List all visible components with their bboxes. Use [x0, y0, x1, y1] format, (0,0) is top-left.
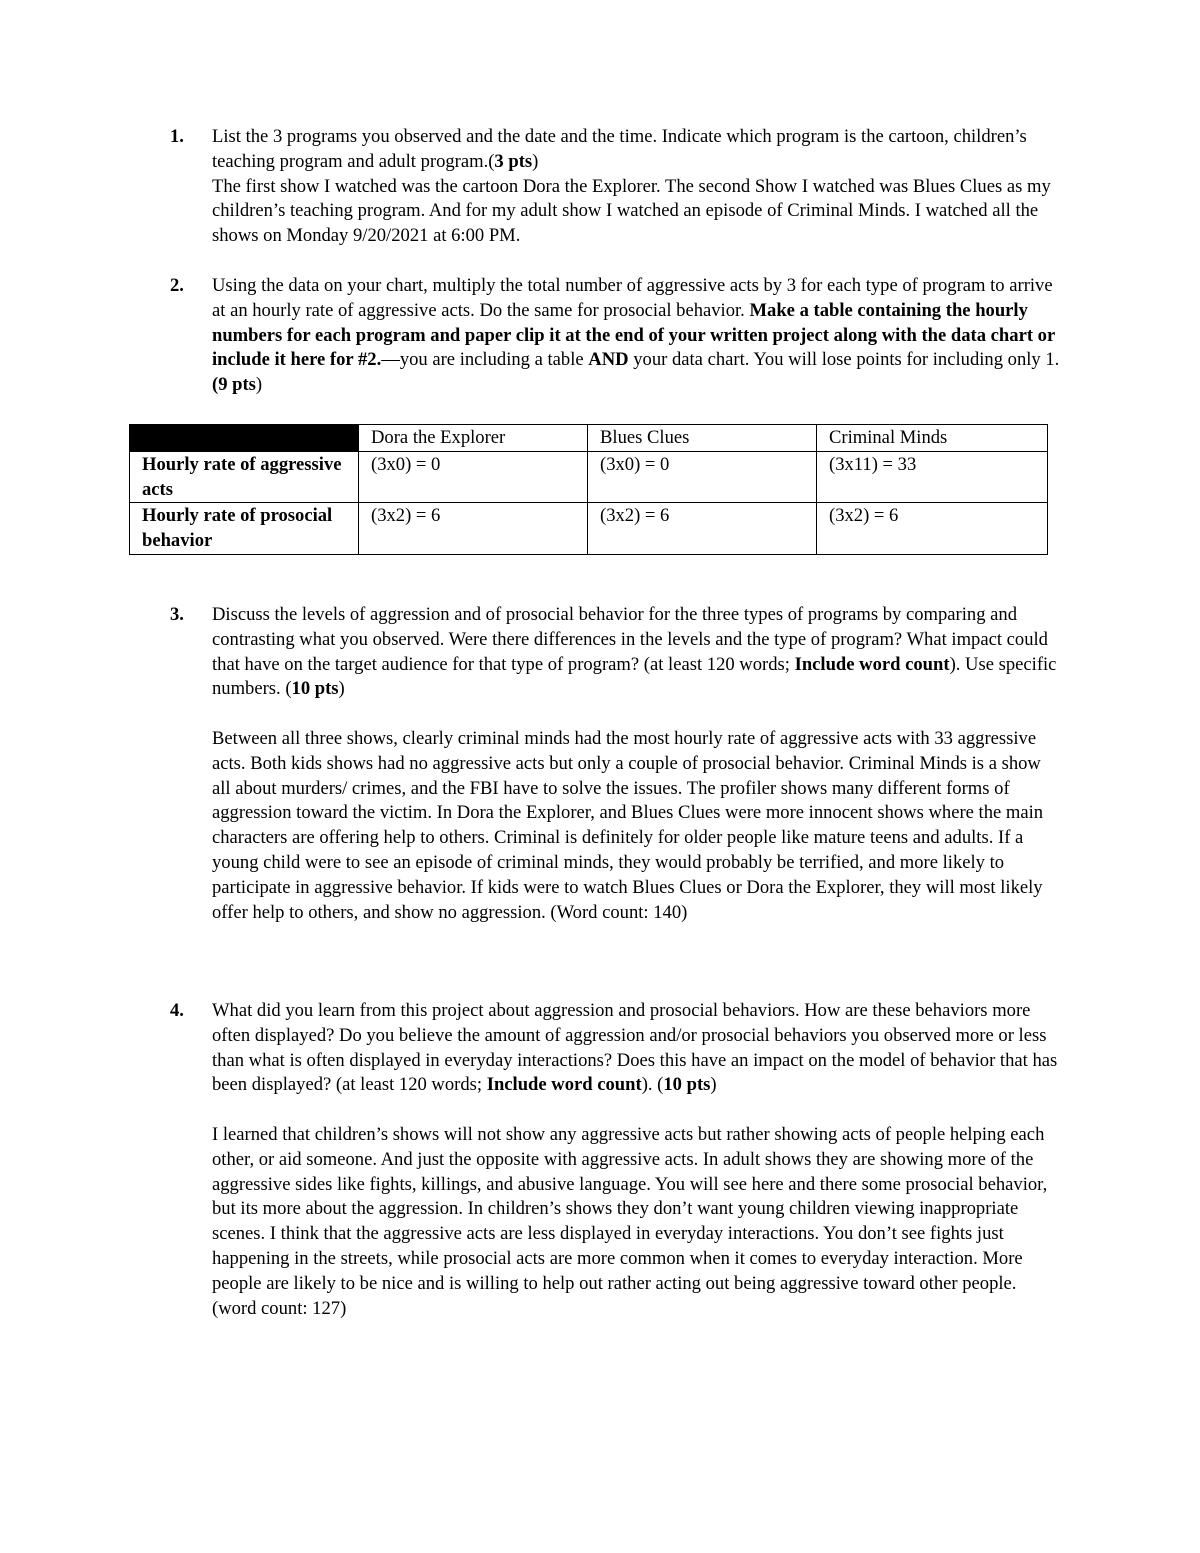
answer-text: Between all three shows, clearly criminal minds had the most hourly rate of aggressive acts with 33 aggressive acts. Both kids shows had no aggressive acts but only a couple of prosocial behavior. Criminal Minds is a show all about murders/ crimes, and the FBI have to solve the issues. The profiler shows many different forms of aggression toward the victim. In Dora the Explorer, and Blues Clues were more innocent shows where the main characters are offering help to others. Criminal is definitely for older people like mature teens and adults. If a young child were to see an episode of criminal minds, they would probably be terrified, and more likely to participate in aggressive behavior. If kids were to watch Blues Clues or Dora the Explorer, they will most likely offer help to others, and show no aggression. (Word count: 140) [212, 727, 1044, 923]
table-cell: (3x11) = 33 [817, 451, 1048, 503]
row-header: Hourly rate of prosocial behavior [130, 503, 359, 555]
question-prompt: What did you learn from this project about aggression and prosocial behaviors. How are these behaviors more often displayed? Do you believe the amount of aggression and/or prosocial behaviors you observed more or less than what is often displayed in everyday interactions? Does this have an impact on the model of behavior that has been displayed? (at least 120 words; Include word count). (10 pts) [212, 1000, 1058, 1096]
question-prompt: Using the data on your chart, multiply the total number of aggressive acts by 3 for each type of program to arrive at an hourly rate of aggressive acts. Do the same for prosocial behavior. Make a table containing the hourly numbers for each program and paper clip it at the end of your written project along with the data chart or include it here for #2.—you are including a table AND your data chart. You will lose points for including only 1. (9 pts) [212, 275, 1060, 396]
column-header: Blues Clues [588, 425, 817, 452]
table-cell: (3x2) = 6 [588, 503, 817, 555]
hourly-rate-table [129, 424, 1048, 555]
table-cell: (3x0) = 0 [588, 451, 817, 503]
question-number: 2. [170, 275, 184, 296]
question-body [212, 999, 1060, 1321]
question-number: 1. [170, 126, 184, 147]
question-body [212, 274, 1060, 398]
table-row [130, 451, 1048, 503]
table-cell: (3x0) = 0 [359, 451, 588, 503]
column-header: Criminal Minds [817, 425, 1048, 452]
column-header: Dora the Explorer [359, 425, 588, 452]
table-cell: (3x2) = 6 [359, 503, 588, 555]
answer-text: I learned that children’s shows will not show any aggressive acts but rather showing acts of people helping each other, or aid someone. And just the opposite with aggressive acts. In adult shows they are showing more of the aggressive sides like fights, killings, and abusive language. You will see here and there some prosocial behavior, but its more about the aggression. In children’s shows they don’t want young children viewing inappropriate scenes. I think that the aggressive acts are less displayed in everyday interactions. You don’t see fights just happening in the streets, while prosocial acts are more common when it comes to everyday interaction. More people are likely to be nice and is willing to help out rather acting out being aggressive toward other people. (word count: 127) [212, 1123, 1048, 1319]
row-header: Hourly rate of aggressive acts [130, 451, 359, 503]
question-body [212, 603, 1060, 925]
question-number: 4. [170, 1000, 184, 1021]
table-row [130, 503, 1048, 555]
table-header-row [130, 425, 1048, 452]
table-corner-cell [130, 425, 359, 452]
question-number: 3. [170, 604, 184, 625]
question-body [212, 125, 1060, 249]
question-prompt: Discuss the levels of aggression and of prosocial behavior for the three types of programs by comparing and contrasting what you observed. Were there differences in the levels and the type of program? What impact could that have on the target audience for that type of program? (at least 120 words; Include word count). Use specific numbers. (10 pts) [212, 604, 1057, 700]
table-cell: (3x2) = 6 [817, 503, 1048, 555]
answer-text: The first show I watched was the cartoon Dora the Explorer. The second Show I watched was Blues Clues as my children’s teaching program. And for my adult show I watched an episode of Criminal Minds. I watched all the shows on Monday 9/20/2021 at 6:00 PM. [212, 175, 1051, 247]
question-prompt: List the 3 programs you observed and the date and the time. Indicate which program is the cartoon, children’s teaching program and adult program.(3 pts) [212, 126, 1027, 172]
